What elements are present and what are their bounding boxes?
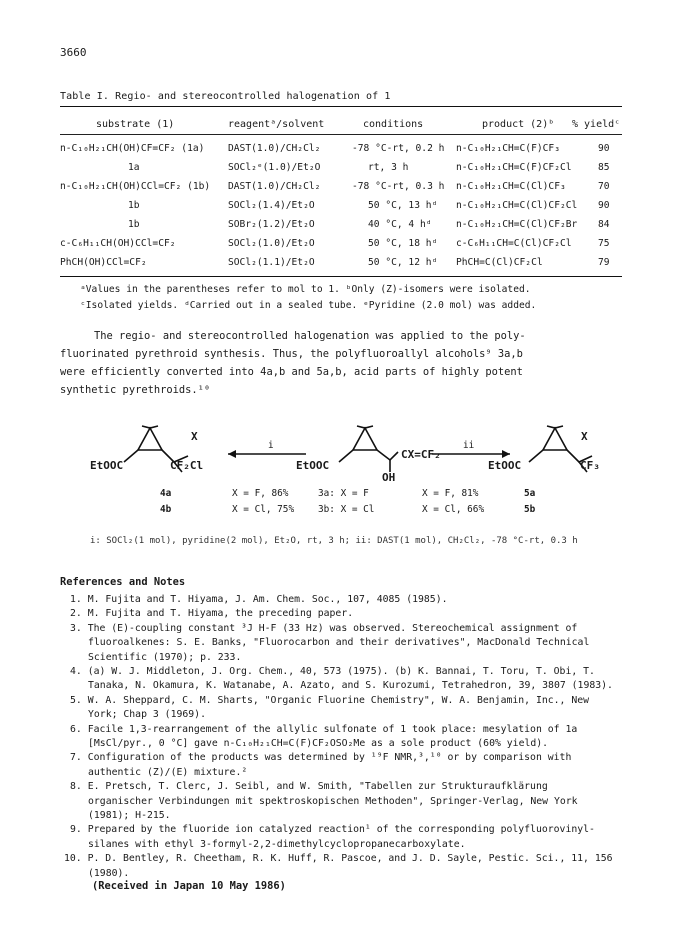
cell-reagent: SOCl₂ᵉ(1.0)/Et₂O	[228, 162, 321, 173]
cell-product: n-C₁₀H₂₁CH=C(F)CF₃	[456, 143, 560, 154]
cell-conditions: -78 °C-rt, 0.2 h	[352, 143, 445, 154]
substituent-cf2cl: CF₂Cl	[170, 459, 204, 472]
cyclopropane-ring	[353, 428, 377, 450]
table-footnote: ᵃValues in the parentheses refer to mol to 1. ᵇOnly (Z)-isomers were isolated.	[80, 284, 531, 295]
cell-product: n-C₁₀H₂₁CH=C(Cl)CF₂Br	[456, 219, 578, 230]
reference-line: 4. (a) W. J. Middleton, J. Org. Chem., 40, 573 (1975). (b) K. Bannai, T. Toru, T. Obi, T.	[70, 666, 595, 677]
cell-yield: 84	[598, 219, 610, 230]
reference-line: 9. Prepared by the fluoride ion catalyzed reaction¹ of the corresponding polyfluorovinyl-	[70, 824, 595, 836]
reference-line: 2. M. Fujita and T. Hiyama, the preceding paper.	[70, 608, 354, 620]
body-paragraph-line: synthetic pyrethroids.¹⁰	[60, 384, 211, 396]
compound-label: 4a	[160, 488, 172, 499]
ester-label: EtOOC	[296, 459, 330, 472]
cell-yield: 85	[598, 162, 610, 173]
cell-substrate: n-C₁₀H₂₁CH(OH)CCl=CF₂ (1b)	[60, 181, 211, 192]
compound-label: 5b	[524, 504, 536, 515]
substituent-cx-cf2: CX=CF₂	[401, 448, 441, 461]
compound-label: 4b	[160, 504, 172, 515]
scheme-conditions: i: SOCl₂(1 mol), pyridine(2 mol), Et₂O, rt, 3 h; ii: DAST(1 mol), CH₂Cl₂, -78 °C-rt, 0.3 h	[90, 536, 578, 546]
body-paragraph-line: The regio- and stereocontrolled halogenation was applied to the poly-	[94, 330, 526, 342]
ester-bond	[529, 450, 543, 462]
arrow-i-head	[228, 450, 236, 458]
cell-substrate: c-C₆H₁₁CH(OH)CCl=CF₂	[60, 238, 176, 249]
reference-line: fluoroalkenes: S. E. Banks, "Fluorocarbon and their derivatives", MacDonald Technical	[88, 637, 590, 649]
arrow-i-label: i	[268, 440, 274, 451]
cell-product: n-C₁₀H₂₁CH=C(Cl)CF₂Cl	[456, 200, 578, 211]
compound-label: 3b: X = Cl	[318, 504, 375, 515]
cell-reagent: SOCl₂(1.4)/Et₂O	[228, 200, 315, 211]
cell-conditions: 50 °C, 13 hᵈ	[368, 200, 438, 211]
reference-line: (1980).	[88, 867, 130, 879]
table-header-rule	[60, 134, 622, 135]
reference-line: (1981); H-215.	[88, 810, 171, 821]
hydroxyl-label: OH	[382, 471, 396, 484]
substituent-x: X	[581, 430, 588, 443]
received-date: (Received in Japan 10 May 1986)	[92, 880, 286, 892]
cell-reagent: DAST(1.0)/CH₂Cl₂	[228, 181, 321, 192]
header-conditions: conditions	[363, 119, 424, 130]
reference-line: [MsCl/pyr., 0 °C] gave n-C₁₀H₂₁CH=C(F)CF₂OSO₂Me as a sole product (60% yield).	[88, 738, 549, 749]
references-heading: References and Notes	[60, 576, 186, 588]
reference-line: York; Chap 3 (1969).	[88, 709, 206, 721]
cell-yield: 90	[598, 200, 610, 211]
compound-yield: X = F, 86%	[232, 488, 289, 499]
header-yield: % yieldᶜ	[572, 119, 621, 130]
cell-reagent: SOCl₂(1.1)/Et₂O	[228, 257, 315, 268]
arrow-ii-label: ii	[463, 440, 475, 451]
cell-substrate: 1b	[128, 200, 140, 211]
compound-label: 5a	[524, 488, 536, 499]
cell-conditions: 50 °C, 18 hᵈ	[368, 238, 438, 249]
cyclopropane-ring	[543, 428, 567, 450]
table-footnote: ᶜIsolated yields. ᵈCarried out in a sealed tube. ᵉPyridine (2.0 mol) was added.	[80, 300, 537, 311]
table-caption: Table I. Regio- and stereocontrolled halogenation of 1	[60, 91, 391, 102]
reference-line: authentic (Z)/(E) mixture.²	[88, 766, 248, 778]
cell-conditions: 50 °C, 12 hᵈ	[368, 257, 438, 268]
reference-line: 10. P. D. Bentley, R. Cheetham, R. K. Huff, R. Pascoe, and J. D. Sayle, Pestic. Sci., 11, 156	[64, 853, 613, 865]
reference-line: 6. Facile 1,3-rearrangement of the allylic sulfonate of 1 took place: mesylation of 1a	[70, 723, 578, 735]
cell-yield: 75	[598, 238, 610, 249]
compound-yield: X = Cl, 66%	[422, 504, 485, 515]
cell-product: c-C₆H₁₁CH=C(Cl)CF₂Cl	[456, 238, 572, 249]
reference-line: 5. W. A. Sheppard, C. M. Sharts, "Organic Fluorine Chemistry", W. A. Benjamin, Inc., New	[70, 694, 590, 706]
ester-label: EtOOC	[90, 459, 124, 472]
header-reagent: reagentᵃ/solvent	[228, 119, 325, 130]
table-bottom-rule	[60, 276, 622, 277]
substituent-x: X	[191, 430, 198, 443]
compound-yield: X = Cl, 75%	[232, 504, 295, 515]
cell-product: n-C₁₀H₂₁CH=C(F)CF₂Cl	[456, 162, 572, 173]
cell-substrate: 1b	[128, 219, 140, 230]
reference-line: organischer Verbindungen mit spektroskopischen Methoden", Springer-Verlag, New York	[88, 795, 578, 807]
cell-reagent: SOCl₂(1.0)/Et₂O	[228, 238, 315, 249]
cell-conditions: -78 °C-rt, 0.3 h	[352, 181, 445, 192]
cell-product: n-C₁₀H₂₁CH=C(Cl)CF₃	[456, 181, 566, 192]
header-substrate: substrate (1)	[96, 119, 175, 130]
cell-reagent: DAST(1.0)/CH₂Cl₂	[228, 143, 321, 154]
reference-line: 1. M. Fujita and T. Hiyama, J. Am. Chem. Soc., 107, 4085 (1985).	[70, 594, 448, 605]
cell-yield: 70	[598, 181, 610, 192]
table-top-rule	[60, 106, 622, 107]
cell-conditions: 40 °C, 4 hᵈ	[368, 219, 432, 230]
cell-yield: 79	[598, 257, 610, 268]
reference-line: Tanaka, N. Okamura, K. Watanabe, A. Azato, and S. Kurozumi, Tetrahedron, 39, 3807 (1983).	[88, 680, 613, 692]
cell-substrate: PhCH(OH)CCl=CF₂	[60, 257, 147, 268]
reference-line: Scientific (1970); p. 233.	[88, 651, 242, 663]
cell-yield: 90	[598, 143, 610, 154]
arrow-ii-head	[502, 450, 510, 458]
body-paragraph-line: were efficiently converted into 4a,b and 5a,b, acid parts of highly potent	[60, 366, 523, 378]
cell-substrate: n-C₁₀H₂₁CH(OH)CF=CF₂ (1a)	[60, 143, 205, 154]
ester-label: EtOOC	[488, 459, 522, 472]
cell-substrate: 1a	[128, 162, 140, 173]
page-number: 3660	[60, 46, 87, 59]
cell-reagent: SOBr₂(1.2)/Et₂O	[228, 219, 315, 230]
cell-product: PhCH=C(Cl)CF₂Cl	[456, 257, 543, 268]
reference-line: 8. E. Pretsch, T. Clerc, J. Seibl, and W. Smith, "Tabellen zur Strukturaufklärung	[70, 781, 548, 793]
substituent-cf3: CF₃	[580, 459, 600, 472]
compound-yield: X = F, 81%	[422, 488, 479, 499]
cyclopropane-ring	[138, 428, 162, 450]
ester-bond	[339, 450, 353, 462]
ester-bond	[124, 450, 138, 462]
reference-line: silanes with ethyl 3-formyl-2,2-dimethylcyclopropanecarboxylate.	[88, 838, 466, 850]
reference-line: 3. The (E)-coupling constant ³J H-F (33 Hz) was observed. Stereochemical assignment of	[70, 622, 578, 634]
reference-line: 7. Configuration of the products was determined by ¹⁹F NMR,³,¹⁰ or by comparison with	[70, 752, 572, 764]
carbinol-bond	[377, 450, 398, 460]
compound-label: 3a: X = F	[318, 488, 369, 499]
body-paragraph-line: fluorinated pyrethroid synthesis. Thus, the polyfluoroallyl alcohols⁹ 3a,b	[60, 348, 523, 360]
cell-conditions: rt, 3 h	[368, 162, 409, 173]
header-product: product (2)ᵇ	[482, 119, 555, 130]
